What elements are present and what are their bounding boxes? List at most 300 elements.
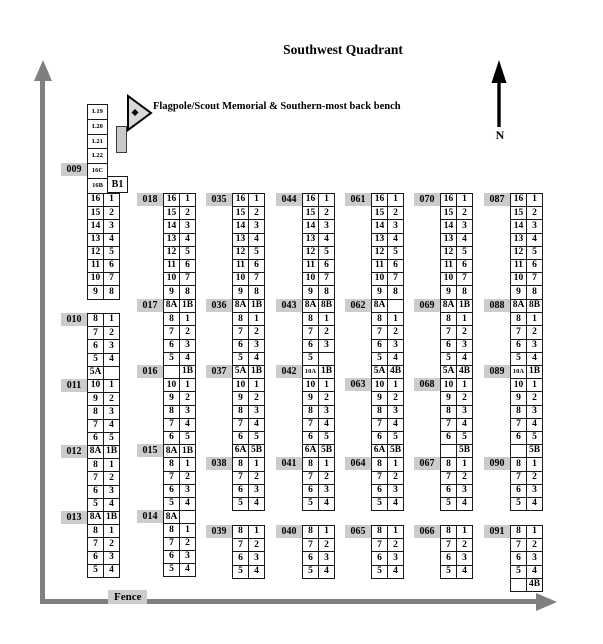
plot-cell: 4 (249, 418, 265, 431)
plot-cell: 4 (457, 352, 473, 365)
plot-cell: 15 (441, 207, 457, 220)
plot-cell: 8B (319, 300, 335, 313)
plot-cell: 7 (511, 471, 527, 484)
plot-cell: 1 (319, 313, 335, 326)
plot-cell: 6 (164, 550, 180, 563)
plot-cell: 8A (164, 300, 180, 313)
plot-cell: 5 (372, 352, 388, 365)
plot-cell: 2 (249, 207, 265, 220)
plot-cell: 2 (319, 392, 335, 405)
section-089-label: 089 (484, 365, 510, 378)
plot-cell: 3 (104, 485, 120, 498)
plot-cell: 4 (527, 497, 543, 510)
plot-cell: 6 (233, 552, 249, 565)
plot-cell: 3 (180, 405, 196, 418)
plot-cell: 15 (303, 207, 319, 220)
plot-cell: 6 (457, 259, 473, 272)
plot-cell: 6 (441, 339, 457, 352)
plot-cell: 9 (372, 392, 388, 405)
plot-cell: 9 (372, 286, 388, 299)
plot-cell: 5 (104, 246, 120, 259)
plot-cell: 7 (88, 419, 104, 432)
plot-cell: 6 (441, 431, 457, 444)
plot-cell: 5 (511, 565, 527, 578)
plot-cell: 12 (164, 246, 180, 259)
plot-cell: 3 (180, 220, 196, 233)
plot-cell: 7 (88, 538, 104, 551)
section-016-label: 016 (137, 365, 163, 378)
plot-cell: 12 (441, 246, 457, 259)
plot-cell: 2 (319, 539, 335, 552)
plot-cell: 2 (319, 471, 335, 484)
west-boundary-line (40, 80, 45, 604)
plot-cell: 5 (457, 431, 473, 444)
plot-cell: 10 (303, 379, 319, 392)
plot-cell: 5 (441, 497, 457, 510)
plot-cell: 8 (164, 405, 180, 418)
plot-cell: 11 (88, 259, 104, 272)
plot-cell: 4 (319, 497, 335, 510)
plot-cell: 5 (441, 352, 457, 365)
plot-cell: 1B (180, 366, 196, 379)
plot-cell: 1 (180, 379, 196, 392)
plot-cell: 6 (164, 339, 180, 352)
plot-cell: 4 (527, 418, 543, 431)
plot-cell: 9 (303, 286, 319, 299)
plot-cell: 1 (388, 194, 404, 207)
plot-cell: 2 (388, 471, 404, 484)
plot-cell: 5 (249, 246, 265, 259)
plot-cell: 15 (164, 207, 180, 220)
plot-cell: 4 (180, 352, 196, 365)
plot-cell: 5 (457, 246, 473, 259)
plot-cell: 2 (249, 392, 265, 405)
plot-cell: 5 (372, 565, 388, 578)
plot-cell: 9 (88, 393, 104, 406)
section-043-grid (302, 299, 335, 366)
plot-cell: 5B (249, 445, 265, 458)
plot-cell: 10 (233, 379, 249, 392)
plot-cell: 5 (104, 432, 120, 445)
section-068-label: 068 (414, 378, 440, 391)
plot-cell: 6 (511, 431, 527, 444)
section-070-label: 070 (414, 193, 440, 206)
plot-cell: 8A (441, 300, 457, 313)
section-041-grid (302, 457, 335, 511)
plot-cell: 6 (372, 339, 388, 352)
plot-cell: 4 (388, 565, 404, 578)
plot-cell: 2 (319, 326, 335, 339)
plot-cell: 10 (441, 273, 457, 286)
plot-cell: 7 (441, 471, 457, 484)
plot-cell: 5 (511, 497, 527, 510)
plot-cell: 2 (457, 326, 473, 339)
plot-cell: 8A (164, 445, 180, 458)
plot-cell: 6 (372, 431, 388, 444)
plot-cell: 5 (88, 498, 104, 511)
fence-label: Fence (108, 590, 147, 604)
plot-cell: 6A (303, 445, 319, 458)
plot-cell: 16 (233, 194, 249, 207)
plot-cell: 10 (88, 273, 104, 286)
plot-cell: 1 (457, 194, 473, 207)
plot-cell: 1B (104, 446, 120, 459)
section-009-label: 009 (61, 163, 87, 176)
section-044-label: 044 (276, 193, 302, 206)
memorial-bench-marker (116, 126, 127, 153)
plot-cell: 7 (457, 273, 473, 286)
section-015-grid (163, 444, 196, 511)
plot-cell: 6 (180, 259, 196, 272)
plot-cell: 6 (441, 552, 457, 565)
section-012-grid (87, 445, 120, 512)
section-065-grid (371, 525, 404, 579)
plot-cell: 9 (88, 286, 104, 299)
west-boundary-arrow-icon (34, 60, 52, 81)
plot-cell: 4 (104, 353, 120, 366)
plot-cell: 2 (527, 326, 543, 339)
plot-cell: 2 (457, 471, 473, 484)
plot-cell: 15 (372, 207, 388, 220)
plot-cell: 5A (88, 366, 104, 379)
flagpole-marker-icon (126, 94, 154, 134)
plot-cell: 8 (164, 524, 180, 537)
plot-cell: 5 (303, 565, 319, 578)
plot-cell: 2 (104, 472, 120, 485)
plot-cell: 2 (180, 471, 196, 484)
section-090-label: 090 (484, 457, 510, 470)
section-089-grid (510, 365, 543, 458)
north-arrow-icon (488, 60, 510, 128)
plot-cell: 3 (457, 220, 473, 233)
plot-cell: 5 (164, 352, 180, 365)
section-018-grid (163, 193, 196, 300)
plot-cell: 10 (233, 273, 249, 286)
plot-cell: 1 (104, 525, 120, 538)
section-087-label: 087 (484, 193, 510, 206)
plot-cell: 6 (303, 484, 319, 497)
plot-cell: 4 (527, 233, 543, 246)
plot-cell: 13 (233, 233, 249, 246)
section-067-grid (440, 457, 473, 511)
plot-cell: 6 (88, 340, 104, 353)
plot-cell: 5 (441, 565, 457, 578)
plot-cell: 5 (180, 246, 196, 259)
plot-cell: 1 (249, 194, 265, 207)
plot-cell: 8 (511, 405, 527, 418)
plot-cell: 4 (180, 233, 196, 246)
plot-cell: 11 (511, 259, 527, 272)
plot-cell: 14 (164, 220, 180, 233)
plot-cell: 6 (233, 484, 249, 497)
plot-cell: 3 (527, 339, 543, 352)
section-010-grid (87, 313, 120, 380)
section-061-grid (371, 193, 404, 300)
plot-cell: 11 (303, 259, 319, 272)
plot-cell: 1 (527, 194, 543, 207)
plot-cell: 2 (104, 327, 120, 340)
plot-cell: 6 (303, 431, 319, 444)
plot-cell: 5 (527, 246, 543, 259)
plot-cell: 1B (527, 366, 543, 379)
plot-cell: 5 (164, 563, 180, 576)
plot-cell: 7 (303, 418, 319, 431)
plot-cell: 8A (233, 300, 249, 313)
plot-cell: 3 (319, 552, 335, 565)
section-039-label: 039 (206, 525, 232, 538)
plot-cell: 4 (104, 419, 120, 432)
section-017-label: 017 (137, 299, 163, 312)
plot-cell: 5 (319, 246, 335, 259)
plot-cell: 12 (233, 246, 249, 259)
plot-cell: 1B (319, 366, 335, 379)
plot-cell: 8A (511, 300, 527, 313)
plot-cell: 2 (249, 471, 265, 484)
plot-cell: 9 (441, 286, 457, 299)
plot-cell: 7 (441, 539, 457, 552)
plot-cell: 3 (527, 220, 543, 233)
plot-cell: 2 (104, 207, 120, 220)
plot-cell: 4 (104, 498, 120, 511)
plot-cell: 7 (180, 273, 196, 286)
plot-cell: 8 (164, 313, 180, 326)
plot-cell: 3 (104, 220, 120, 233)
plot-cell: 7 (88, 327, 104, 340)
section-036-label: 036 (206, 299, 232, 312)
plot-cell: 4 (388, 418, 404, 431)
plot-cell: 7 (441, 326, 457, 339)
plot-cell: 3 (388, 552, 404, 565)
plot-cell: 4 (180, 497, 196, 510)
plot-cell: 5 (319, 431, 335, 444)
plot-cell: 8 (303, 458, 319, 471)
plot-cell: 7 (164, 326, 180, 339)
section-043-label: 043 (276, 299, 302, 312)
plot-cell: 4 (457, 497, 473, 510)
plot-cell: 10 (88, 380, 104, 393)
plot-cell: 2 (180, 537, 196, 550)
header-cell-16B: 16B (87, 178, 108, 194)
plot-cell: 3 (527, 405, 543, 418)
plot-cell: 8A (88, 446, 104, 459)
plot-cell: 8 (303, 405, 319, 418)
plot-cell: 4 (527, 565, 543, 578)
plot-cell: 7 (233, 326, 249, 339)
plot-cell: 5 (88, 564, 104, 577)
plot-cell: 6 (88, 551, 104, 564)
plot-cell: 4 (180, 563, 196, 576)
plot-cell: 16 (164, 194, 180, 207)
plot-cell: 2 (180, 207, 196, 220)
plot-cell: 5 (303, 352, 319, 365)
plot-cell: 1 (527, 458, 543, 471)
plot-cell: 4 (527, 352, 543, 365)
plot-cell: 4 (104, 564, 120, 577)
plot-cell: 1 (457, 379, 473, 392)
section-088-grid (510, 299, 543, 366)
plot-cell: 7 (104, 273, 120, 286)
plot-cell: 5B (388, 445, 404, 458)
plot-cell: 3 (388, 220, 404, 233)
plot-cell: 6 (527, 259, 543, 272)
plot-cell: 7 (511, 418, 527, 431)
section-062-grid (371, 299, 404, 379)
plot-cell: 1 (104, 380, 120, 393)
section-036-grid (232, 299, 265, 366)
plot-cell: 8B (527, 300, 543, 313)
plot-cell: 1B (180, 445, 196, 458)
section-037-grid (232, 365, 265, 458)
plot-cell: 4B (388, 365, 404, 378)
section-064-grid (371, 457, 404, 511)
plot-cell: 1 (104, 459, 120, 472)
plot-cell: 6 (372, 552, 388, 565)
plot-cell: 9 (511, 286, 527, 299)
plot-cell: 5A (372, 365, 388, 378)
plot-cell: 6 (511, 552, 527, 565)
plot-cell: 5B (319, 445, 335, 458)
plot-cell: 10 (164, 273, 180, 286)
section-088-label: 088 (484, 299, 510, 312)
plot-cell: 1 (457, 526, 473, 539)
plot-cell: 2 (527, 539, 543, 552)
plot-cell: 1 (457, 458, 473, 471)
header-cell-L21: L21 (87, 134, 108, 150)
plot-cell: 6 (249, 259, 265, 272)
plot-cell: 8 (164, 458, 180, 471)
plot-cell (511, 578, 527, 591)
plot-cell: 3 (249, 339, 265, 352)
plot-cell: 5B (527, 445, 543, 458)
plot-cell: 1 (319, 458, 335, 471)
plot-cell: 5A (441, 365, 457, 378)
plot-cell: 9 (164, 392, 180, 405)
plot-cell: 4 (319, 418, 335, 431)
plot-cell: 10A (511, 366, 527, 379)
plot-cell: 3 (249, 552, 265, 565)
plot-cell: 5 (164, 497, 180, 510)
plot-cell: 3 (319, 484, 335, 497)
plot-cell: 8 (319, 286, 335, 299)
plot-cell: 7 (527, 273, 543, 286)
plot-cell: 5 (372, 497, 388, 510)
plot-cell: 13 (372, 233, 388, 246)
section-067-label: 067 (414, 457, 440, 470)
plot-cell: 7 (88, 472, 104, 485)
plot-cell: 16 (372, 194, 388, 207)
plot-cell: 7 (233, 418, 249, 431)
plot-cell: 3 (319, 220, 335, 233)
plot-cell: 5 (527, 431, 543, 444)
plot-cell: 2 (180, 326, 196, 339)
plot-cell: 4 (388, 233, 404, 246)
plot-cell (388, 300, 404, 313)
plot-cell: 8 (388, 286, 404, 299)
plot-cell: 5 (233, 352, 249, 365)
plot-cell: 3 (457, 552, 473, 565)
plot-cell: 3 (249, 484, 265, 497)
plot-cell: 6 (104, 259, 120, 272)
plot-cell: 7 (164, 471, 180, 484)
section-061-label: 061 (345, 193, 371, 206)
section-011-grid (87, 379, 120, 446)
plot-cell: 12 (372, 246, 388, 259)
plot-cell: 2 (249, 326, 265, 339)
plot-cell: 5 (249, 431, 265, 444)
section-064-label: 064 (345, 457, 371, 470)
plot-cell: 2 (388, 392, 404, 405)
section-066-grid (440, 525, 473, 579)
plot-cell: 5A (233, 366, 249, 379)
plot-cell: 14 (233, 220, 249, 233)
plot-cell: 1 (180, 458, 196, 471)
plot-cell: 10 (164, 379, 180, 392)
section-040-label: 040 (276, 525, 302, 538)
plot-cell: 2 (527, 392, 543, 405)
plot-cell: 7 (249, 273, 265, 286)
section-062-label: 062 (345, 299, 371, 312)
section-012-label: 012 (61, 445, 87, 458)
plot-cell: 2 (457, 207, 473, 220)
plot-cell: 1 (388, 458, 404, 471)
plot-cell: 1B (180, 300, 196, 313)
plot-cell: 2 (527, 471, 543, 484)
section-035-grid (232, 193, 265, 300)
fence-arrow-icon (536, 593, 557, 611)
plot-cell: 7 (303, 539, 319, 552)
plot-cell: 13 (164, 233, 180, 246)
plot-cell: 2 (457, 392, 473, 405)
plot-cell: 4 (457, 418, 473, 431)
plot-cell: 2 (388, 539, 404, 552)
section-087-grid (510, 193, 543, 300)
plot-cell: 9 (303, 392, 319, 405)
plot-cell: 8 (511, 526, 527, 539)
plot-cell: 15 (511, 207, 527, 220)
plot-cell: 2 (457, 539, 473, 552)
plot-cell: 7 (372, 326, 388, 339)
plot-cell: 16 (88, 194, 104, 207)
plot-cell: 8 (88, 406, 104, 419)
plot-cell: 6 (164, 431, 180, 444)
plot-cell: 2 (249, 539, 265, 552)
plot-cell: 8 (233, 458, 249, 471)
map-title: Southwest Quadrant (283, 42, 403, 57)
plot-cell: 8A (372, 300, 388, 313)
plot-cell: 8 (249, 286, 265, 299)
plot-cell: 1 (249, 526, 265, 539)
plot-cell: 6 (511, 484, 527, 497)
plot-cell: 8A (88, 512, 104, 525)
plot-cell: 1B (104, 512, 120, 525)
plot-cell: 3 (388, 339, 404, 352)
plot-cell: 7 (319, 273, 335, 286)
header-cell-L22: L22 (87, 148, 108, 164)
plot-cell: 5 (511, 352, 527, 365)
section-037-label: 037 (206, 365, 232, 378)
plot-cell: 4 (388, 497, 404, 510)
section-041-label: 041 (276, 457, 302, 470)
plot-cell: 5 (88, 353, 104, 366)
plot-cell: 16 (441, 194, 457, 207)
plot-cell: 11 (372, 259, 388, 272)
plot-cell: 8 (88, 314, 104, 327)
plot-cell: 12 (511, 246, 527, 259)
plot-cell: 12 (88, 246, 104, 259)
plot-cell: 7 (372, 539, 388, 552)
plot-cell: 8A (164, 511, 180, 524)
plot-cell: 6 (233, 431, 249, 444)
